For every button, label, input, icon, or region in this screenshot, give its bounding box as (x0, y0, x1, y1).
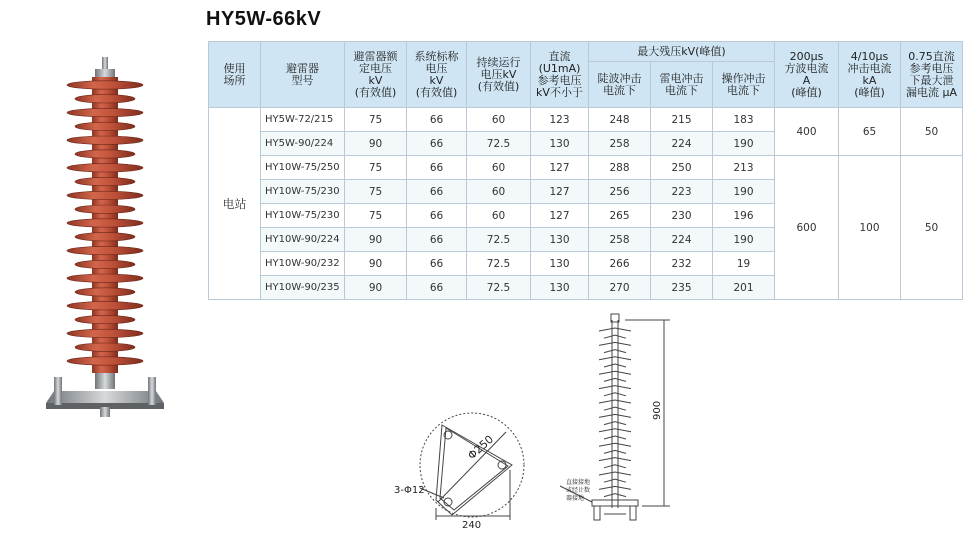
ground-note-2: 或经计数 (566, 487, 591, 494)
header-dc-reference: 直流 (U1mA) 参考电压 kV不小于 (531, 42, 589, 108)
value-cell-dc: 130 (531, 228, 589, 252)
value-cell-steep: 266 (589, 252, 651, 276)
value-cell-switch: 190 (713, 228, 775, 252)
value-cell-system: 66 (407, 180, 467, 204)
model-cell: HY10W-90/235 (261, 276, 345, 300)
value-cell-cont: 60 (467, 156, 531, 180)
value-cell-steep: 248 (589, 108, 651, 132)
value-cell-cont: 60 (467, 204, 531, 228)
value-cell-dc: 127 (531, 180, 589, 204)
model-cell: HY10W-75/250 (261, 156, 345, 180)
model-cell: HY10W-75/230 (261, 180, 345, 204)
value-cell-system: 66 (407, 228, 467, 252)
value-cell-light: 235 (651, 276, 713, 300)
value-cell-switch: 190 (713, 180, 775, 204)
header-impulse-current: 4/10μs 冲击电流 kA (峰值) (839, 42, 901, 108)
header-rated-voltage: 避雷器额 定电压 kV (有效值) (345, 42, 407, 108)
model-cell: HY5W-72/215 (261, 108, 345, 132)
header-residual-voltage: 最大残压kV(峰值) (589, 42, 775, 62)
value-cell-rated: 75 (345, 180, 407, 204)
model-cell: HY5W-90/224 (261, 132, 345, 156)
value-cell-system: 66 (407, 156, 467, 180)
dimension-drawing (380, 310, 700, 530)
model-cell: HY10W-90/224 (261, 228, 345, 252)
table-row (209, 108, 963, 132)
value-cell-switch: 190 (713, 132, 775, 156)
value-cell-switch: 213 (713, 156, 775, 180)
ground-note-3: 器接地 (566, 495, 585, 502)
group-cell-leakage: 50 (901, 156, 963, 300)
value-cell-light: 215 (651, 108, 713, 132)
width-label: 240 (462, 520, 482, 530)
value-cell-rated: 75 (345, 156, 407, 180)
value-cell-steep: 258 (589, 132, 651, 156)
value-cell-light: 223 (651, 180, 713, 204)
value-cell-cont: 60 (467, 108, 531, 132)
group-cell-square: 600 (775, 156, 839, 300)
spec-table (208, 41, 963, 300)
group-cell-leakage: 50 (901, 108, 963, 156)
header-site: 使用 场所 (209, 42, 261, 108)
value-cell-dc: 123 (531, 108, 589, 132)
value-cell-system: 66 (407, 132, 467, 156)
header-lightning-impulse: 雷电冲击 电流下 (651, 62, 713, 108)
value-cell-steep: 256 (589, 180, 651, 204)
value-cell-light: 250 (651, 156, 713, 180)
value-cell-dc: 130 (531, 276, 589, 300)
header-steep-wave: 陡波冲击 电流下 (589, 62, 651, 108)
value-cell-light: 232 (651, 252, 713, 276)
value-cell-switch: 201 (713, 276, 775, 300)
value-cell-rated: 75 (345, 204, 407, 228)
group-cell-square: 400 (775, 108, 839, 156)
value-cell-switch: 196 (713, 204, 775, 228)
group-cell-impulse: 65 (839, 108, 901, 156)
value-cell-cont: 72.5 (467, 252, 531, 276)
arrester-photo (40, 55, 170, 425)
value-cell-system: 66 (407, 276, 467, 300)
value-cell-dc: 130 (531, 252, 589, 276)
value-cell-switch: 19 (713, 252, 775, 276)
value-cell-rated: 90 (345, 252, 407, 276)
diameter-label: Φ250 (465, 432, 497, 463)
model-cell: HY10W-90/232 (261, 252, 345, 276)
group-cell-impulse: 100 (839, 156, 901, 300)
value-cell-steep: 258 (589, 228, 651, 252)
model-cell: HY10W-75/230 (261, 204, 345, 228)
value-cell-light: 224 (651, 132, 713, 156)
header-model: 避雷器 型号 (261, 42, 345, 108)
header-system-voltage: 系统标称 电压 kV (有效值) (407, 42, 467, 108)
ground-note-1: 直接接地 (566, 479, 591, 486)
value-cell-system: 66 (407, 204, 467, 228)
page-title: HY5W-66kV (206, 8, 322, 30)
value-cell-cont: 60 (467, 180, 531, 204)
value-cell-rated: 90 (345, 132, 407, 156)
header-leakage-current: 0.75直流 参考电压 下最大泄 漏电流 μA (901, 42, 963, 108)
value-cell-steep: 265 (589, 204, 651, 228)
value-cell-cont: 72.5 (467, 276, 531, 300)
value-cell-steep: 270 (589, 276, 651, 300)
header-switching-impulse: 操作冲击 电流下 (713, 62, 775, 108)
value-cell-light: 230 (651, 204, 713, 228)
value-cell-steep: 288 (589, 156, 651, 180)
header-continuous-voltage: 持续运行 电压kV (有效值) (467, 42, 531, 108)
value-cell-system: 66 (407, 108, 467, 132)
value-cell-dc: 127 (531, 156, 589, 180)
holes-label: 3-Φ12 (394, 485, 425, 496)
value-cell-switch: 183 (713, 108, 775, 132)
value-cell-rated: 90 (345, 228, 407, 252)
value-cell-cont: 72.5 (467, 228, 531, 252)
value-cell-dc: 130 (531, 132, 589, 156)
table-row (209, 156, 963, 180)
value-cell-cont: 72.5 (467, 132, 531, 156)
value-cell-rated: 90 (345, 276, 407, 300)
site-cell: 电站 (209, 108, 261, 300)
height-label: 900 (652, 400, 663, 420)
value-cell-rated: 75 (345, 108, 407, 132)
value-cell-system: 66 (407, 252, 467, 276)
value-cell-light: 224 (651, 228, 713, 252)
header-square-wave: 200μs 方波电流 A (峰值) (775, 42, 839, 108)
value-cell-dc: 127 (531, 204, 589, 228)
